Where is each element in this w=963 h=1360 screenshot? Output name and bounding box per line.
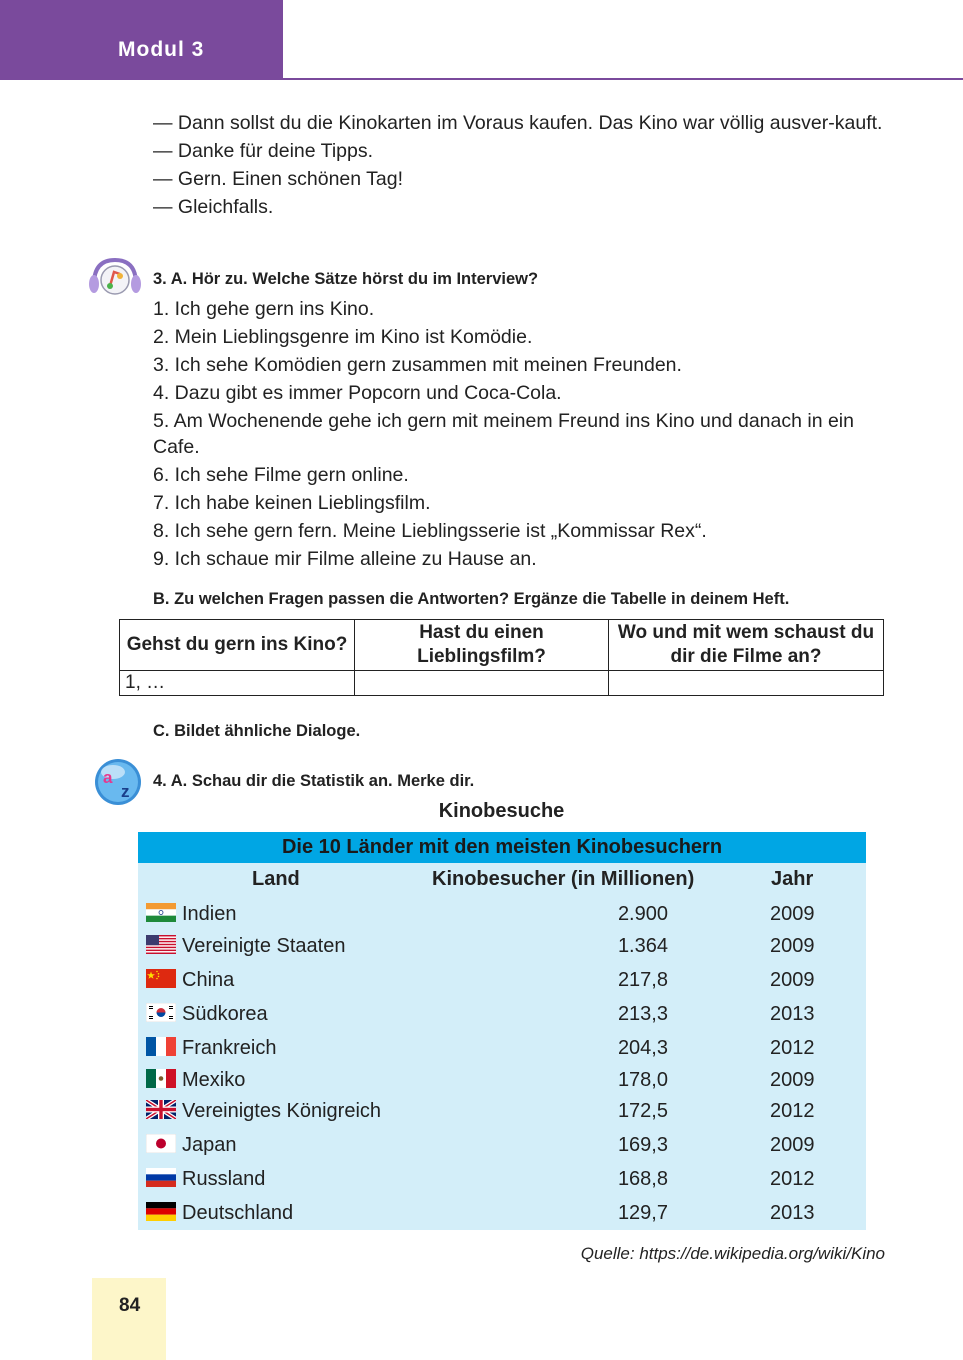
country-name: Vereinigte Staaten [182,935,346,957]
south-korea-flag-icon [146,1003,176,1022]
russia-flag-icon [146,1168,176,1187]
page-number-box [92,1278,166,1360]
country-name: Südkorea [182,1003,268,1025]
year-value: 2012 [770,1100,815,1122]
country-name: China [182,969,235,991]
statistics-bar: Die 10 Länder mit den meisten Kinobesuchern [138,832,866,863]
table-row [138,1198,866,1228]
country-cell [146,931,345,961]
page-number: 84 [119,1295,141,1316]
visitors-value: 129,7 [617,1202,668,1224]
visitors-value: 168,8 [617,1168,668,1190]
country-cell [146,899,237,929]
mexico-flag-icon [146,1069,176,1088]
table-row [138,999,866,1029]
country-cell [146,1164,265,1194]
country-name: Vereinigtes Königreich [182,1100,382,1122]
visitors-value: 178,0 [617,1069,668,1091]
list-item: 8. Ich sehe gern fern. Meine Lieblingsserie ist „Kommissar Rex“. [153,520,707,542]
table-row [138,1065,866,1095]
statistics-title: Kinobesuche [438,800,565,822]
table-cell [609,671,884,696]
china-flag-icon [146,969,176,988]
dialogue-line: — Danke für deine Tipps. [153,140,374,162]
dialogue-line: — Dann sollst du die Kinokarten im Voraus kaufen. Das Kino war völlig ausver-kauft. [153,112,883,134]
visitors-value: 1.364 [617,935,668,957]
country-name: Mexiko [182,1069,246,1091]
table-row [138,965,866,995]
france-flag-icon [146,1037,176,1056]
year-value: 2009 [770,935,815,957]
task3-heading: 3. A. Hör zu. Welche Sätze hörst du im Interview? [153,270,539,288]
country-name: Deutschland [182,1202,294,1224]
table-row [138,1130,866,1160]
svg-text:a: a [103,768,113,787]
dialogue-block [153,110,888,222]
answer-table [119,619,884,696]
table-row [138,1164,866,1194]
task3b-heading: B. Zu welchen Fragen passen die Antworten? Ergänze die Tabelle in deinem Heft. [153,590,790,608]
country-cell [146,1130,237,1160]
dialogue-line: — Gern. Einen schönen Tag! [153,168,404,190]
uk-flag-icon [146,1100,176,1119]
module-title: Modul 3 [118,38,205,61]
header-rule [283,78,963,80]
table-row [138,899,866,929]
year-value: 2009 [770,969,815,991]
country-name: Indien [182,903,237,925]
year-value: 2009 [770,903,815,925]
list-item: 2. Mein Lieblingsgenre im Kino ist Komödie. [153,326,533,348]
country-cell [146,1198,293,1228]
year-value: 2013 [770,1003,815,1025]
table-row [138,1096,866,1126]
visitors-value: 204,3 [617,1037,668,1059]
table-header: Hast du einen Lieblingsfilm? [355,620,609,671]
india-flag-icon [146,903,176,922]
dialogue-line: — Gleichfalls. [153,196,274,218]
list-item: 4. Dazu gibt es immer Popcorn und Coca-Cola. [153,382,562,404]
visitors-value: 213,3 [617,1003,668,1025]
germany-flag-icon [146,1202,176,1221]
list-item: 5. Am Wochenende gehe ich gern mit meinem Freund ins Kino und danach in ein Cafe. [153,410,854,458]
table-row [138,1033,866,1063]
svg-text:z: z [121,782,130,801]
country-cell [146,965,234,995]
column-header-year: Jahr [771,868,814,890]
country-cell [146,1096,381,1126]
country-name: Frankreich [182,1037,277,1059]
country-cell [146,1065,245,1095]
year-value: 2009 [770,1134,815,1156]
list-item: 6. Ich sehe Filme gern online. [153,464,409,486]
task3-list [153,296,888,574]
list-item: 9. Ich schaue mir Filme alleine zu Hause an. [153,548,537,570]
visitors-value: 172,5 [617,1100,668,1122]
table-header: Gehst du gern ins Kino? [120,620,355,671]
module-header-tab [0,0,283,80]
year-value: 2012 [770,1168,815,1190]
year-value: 2012 [770,1037,815,1059]
table-row [138,931,866,961]
usa-flag-icon [146,935,176,954]
table-header: Wo und mit wem schaust du dir die Filme an? [609,620,884,671]
list-item: 7. Ich habe keinen Lieblingsfilm. [153,492,431,514]
column-header-visitors: Kinobesucher (in Millionen) [432,868,695,890]
list-item: 1. Ich gehe gern ins Kino. [153,298,375,320]
source-note: Quelle: https://de.wikipedia.org/wiki/Kino [580,1244,885,1263]
year-value: 2009 [770,1069,815,1091]
column-header-land: Land [252,868,300,890]
task3c-heading: C. Bildet ähnliche Dialoge. [153,722,361,740]
visitors-value: 217,8 [617,969,668,991]
country-name: Japan [182,1134,237,1156]
headphones-icon [86,254,144,303]
year-value: 2013 [770,1202,815,1224]
country-name: Russland [182,1168,266,1190]
table-cell [355,671,609,696]
table-cell: 1, … [120,671,355,696]
country-cell [146,999,268,1029]
statistics-table [138,832,866,1230]
country-cell [146,1033,276,1063]
visitors-value: 2.900 [617,903,668,925]
task4-heading: 4. A. Schau dir die Statistik an. Merke dir. [153,772,475,790]
japan-flag-icon [146,1134,176,1153]
visitors-value: 169,3 [617,1134,668,1156]
list-item: 3. Ich sehe Komödien gern zusammen mit meinen Freunden. [153,354,682,376]
